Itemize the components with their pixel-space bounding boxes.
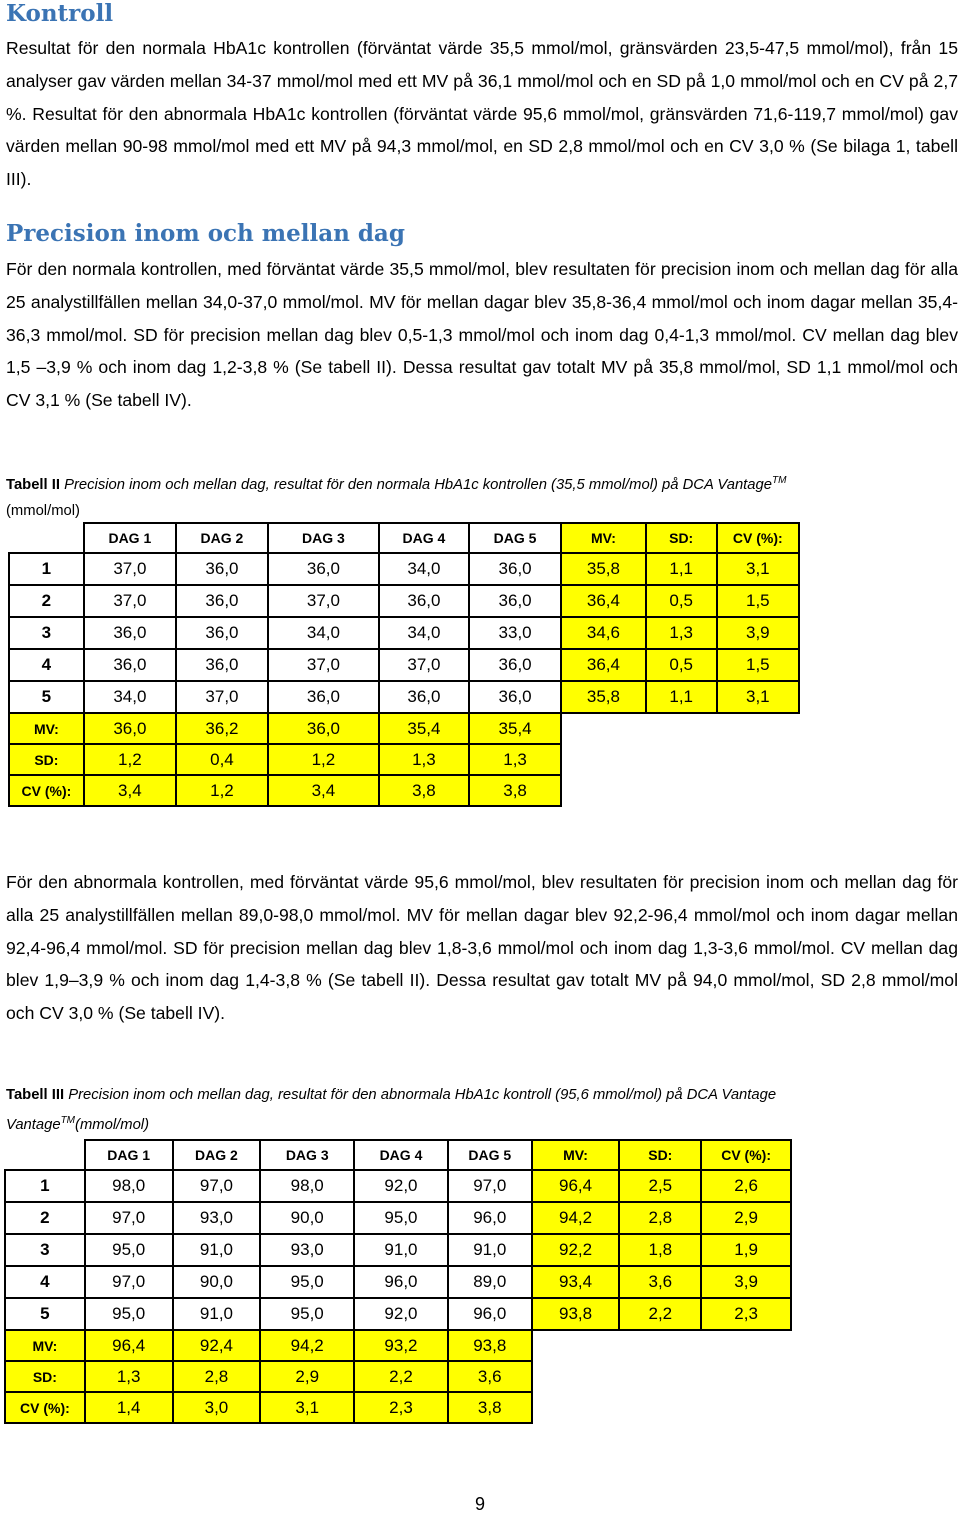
summary-label: MV: xyxy=(9,713,84,744)
day-value-cell: 91,0 xyxy=(173,1298,261,1330)
section-heading-kontroll: Kontroll xyxy=(6,0,114,27)
day-value-cell: 91,0 xyxy=(173,1234,261,1266)
table-row xyxy=(9,585,799,617)
stat-value-cell: 2,9 xyxy=(701,1202,791,1234)
day-value-cell: 34,0 xyxy=(84,681,176,713)
summary-value-cell: 92,4 xyxy=(173,1330,261,1361)
table-row xyxy=(9,649,799,681)
table-row xyxy=(5,1170,791,1202)
day-value-cell: 89,0 xyxy=(448,1266,532,1298)
blank-cell xyxy=(532,1330,791,1361)
column-header: DAG 4 xyxy=(379,523,469,553)
table2-caption-text: Precision inom och mellan dag, resultat för den normala HbA1c kontrollen (35,5 mmol/mol) på DCA Vantage xyxy=(64,476,772,493)
day-value-cell: 36,0 xyxy=(379,681,469,713)
summary-row xyxy=(9,775,799,806)
stat-value-cell: 1,8 xyxy=(619,1234,701,1266)
stat-value-cell: 2,5 xyxy=(619,1170,701,1202)
table2-caption-label: Tabell II xyxy=(6,476,60,493)
column-header: DAG 1 xyxy=(85,1140,173,1170)
summary-value-cell: 3,6 xyxy=(448,1361,532,1392)
day-value-cell: 98,0 xyxy=(85,1170,173,1202)
table3-caption xyxy=(6,1082,956,1138)
summary-value-cell: 3,8 xyxy=(469,775,561,806)
table-row xyxy=(9,553,799,585)
day-value-cell: 36,0 xyxy=(84,649,176,681)
stat-value-cell: 2,6 xyxy=(701,1170,791,1202)
day-value-cell: 95,0 xyxy=(260,1298,354,1330)
table3-caption-trademark: TM xyxy=(60,1115,76,1126)
section-heading-precision: Precision inom och mellan dag xyxy=(6,220,405,247)
table2-caption-trademark: TM xyxy=(771,475,787,486)
day-value-cell: 96,0 xyxy=(448,1298,532,1330)
day-value-cell: 36,0 xyxy=(176,553,268,585)
stat-value-cell: 93,4 xyxy=(532,1266,620,1298)
table-row xyxy=(5,1202,791,1234)
table-row xyxy=(5,1298,791,1330)
summary-row xyxy=(9,713,799,744)
summary-value-cell: 36,0 xyxy=(268,713,379,744)
column-header: CV (%): xyxy=(717,523,799,553)
stat-value-cell: 35,8 xyxy=(561,681,646,713)
row-label: 5 xyxy=(9,681,84,713)
day-value-cell: 34,0 xyxy=(268,617,379,649)
summary-value-cell: 94,2 xyxy=(260,1330,354,1361)
day-value-cell: 37,0 xyxy=(379,649,469,681)
column-header: DAG 3 xyxy=(260,1140,354,1170)
summary-value-cell: 2,9 xyxy=(260,1361,354,1392)
summary-row xyxy=(5,1361,791,1392)
stat-value-cell: 92,2 xyxy=(532,1234,620,1266)
day-value-cell: 95,0 xyxy=(260,1266,354,1298)
stat-value-cell: 3,9 xyxy=(701,1266,791,1298)
day-value-cell: 36,0 xyxy=(469,681,561,713)
day-value-cell: 33,0 xyxy=(469,617,561,649)
column-header: SD: xyxy=(619,1140,701,1170)
day-value-cell: 95,0 xyxy=(85,1298,173,1330)
day-value-cell: 36,0 xyxy=(469,585,561,617)
table-row xyxy=(9,681,799,713)
stat-value-cell: 0,5 xyxy=(646,585,717,617)
column-header: MV: xyxy=(532,1140,620,1170)
day-value-cell: 34,0 xyxy=(379,553,469,585)
day-value-cell: 37,0 xyxy=(176,681,268,713)
day-value-cell: 93,0 xyxy=(260,1234,354,1266)
stat-value-cell: 2,3 xyxy=(701,1298,791,1330)
summary-row xyxy=(5,1392,791,1423)
day-value-cell: 95,0 xyxy=(85,1234,173,1266)
table-header-row xyxy=(5,1140,791,1170)
column-header: DAG 3 xyxy=(268,523,379,553)
day-value-cell: 95,0 xyxy=(354,1202,448,1234)
header-empty-cell xyxy=(9,523,84,553)
table-row xyxy=(5,1266,791,1298)
day-value-cell: 36,0 xyxy=(379,585,469,617)
table3-caption-label: Tabell III xyxy=(6,1087,65,1103)
row-label: 3 xyxy=(9,617,84,649)
summary-label: SD: xyxy=(5,1361,85,1392)
column-header: SD: xyxy=(646,523,717,553)
column-header: DAG 5 xyxy=(448,1140,532,1170)
stat-value-cell: 3,6 xyxy=(619,1266,701,1298)
table2 xyxy=(8,522,800,807)
summary-value-cell: 36,2 xyxy=(176,713,268,744)
table-row xyxy=(5,1234,791,1266)
day-value-cell: 36,0 xyxy=(268,553,379,585)
summary-row xyxy=(5,1330,791,1361)
stat-value-cell: 0,5 xyxy=(646,649,717,681)
summary-value-cell: 35,4 xyxy=(379,713,469,744)
column-header: CV (%): xyxy=(701,1140,791,1170)
stat-value-cell: 2,8 xyxy=(619,1202,701,1234)
day-value-cell: 97,0 xyxy=(85,1202,173,1234)
day-value-cell: 98,0 xyxy=(260,1170,354,1202)
day-value-cell: 97,0 xyxy=(448,1170,532,1202)
summary-value-cell: 35,4 xyxy=(469,713,561,744)
summary-value-cell: 3,4 xyxy=(84,775,176,806)
blank-cell xyxy=(532,1361,791,1392)
day-value-cell: 36,0 xyxy=(84,617,176,649)
stat-value-cell: 1,9 xyxy=(701,1234,791,1266)
summary-label: CV (%): xyxy=(5,1392,85,1423)
summary-value-cell: 1,3 xyxy=(85,1361,173,1392)
day-value-cell: 36,0 xyxy=(469,649,561,681)
column-header: DAG 4 xyxy=(354,1140,448,1170)
summary-value-cell: 1,3 xyxy=(469,744,561,775)
summary-value-cell: 2,3 xyxy=(354,1392,448,1423)
stat-value-cell: 94,2 xyxy=(532,1202,620,1234)
kontroll-paragraph: Resultat för den normala HbA1c kontrollen (förväntat värde 35,5 mmol/mol, gränsvärden 23,5-47,5 mmol/mol), från 15 analyser gav värden mellan 34-37 mmol/mol med ett MV på 36,1 mmol/mol och en SD på 1,0 mmol/mol och en CV på 2,7 %. Resultat för den abnormala HbA1c kontrollen (förväntat värde 95,6 mmol/mol, gränsvärden 71,6-119,7 mmol/mol) gav värden mellan 90-98 mmol/mol med ett MV på 94,3 mmol/mol, en SD 2,8 mmol/mol och en CV 3,0 % (Se bilaga 1, tabell III). xyxy=(6,38,958,190)
table-header-row xyxy=(9,523,799,553)
stat-value-cell: 3,9 xyxy=(717,617,799,649)
stat-value-cell: 36,4 xyxy=(561,585,646,617)
day-value-cell: 96,0 xyxy=(448,1202,532,1234)
precision-abnormal-paragraph: För den abnormala kontrollen, med förväntat värde 95,6 mmol/mol, blev resultaten för precision inom och mellan dag för alla 25 analystillfällen mellan 89,0-98,0 mmol/mol. MV för mellan dagar blev 92,2-96,4 mmol/mol och inom dagar mellan 92,4-96,4 mmol/mol. SD för precision mellan dag blev 1,8-3,6 mmol/mol och inom dag 1,3-3,6 mmol/mol. CV mellan dag blev 1,9–3,9 % och inom dag 1,4-3,8 % (Se tabell II). Dessa resultat gav totalt MV på 94,0 mmol/mol, SD 2,8 mmol/mol och CV 3,0 % (Se tabell IV). xyxy=(6,872,958,1024)
table2-caption-unit: (mmol/mol) xyxy=(6,502,80,519)
page-number: 9 xyxy=(474,1494,485,1514)
summary-value-cell: 93,8 xyxy=(448,1330,532,1361)
day-value-cell: 34,0 xyxy=(379,617,469,649)
stat-value-cell: 34,6 xyxy=(561,617,646,649)
summary-value-cell: 3,1 xyxy=(260,1392,354,1423)
table3-caption-unit: (mmol/mol) xyxy=(75,1116,150,1133)
day-value-cell: 36,0 xyxy=(176,585,268,617)
day-value-cell: 92,0 xyxy=(354,1298,448,1330)
table2-caption xyxy=(6,468,956,524)
day-value-cell: 97,0 xyxy=(85,1266,173,1298)
header-empty-cell xyxy=(5,1140,85,1170)
summary-value-cell: 3,8 xyxy=(379,775,469,806)
summary-value-cell: 1,2 xyxy=(268,744,379,775)
blank-cell xyxy=(561,713,799,744)
stat-value-cell: 3,1 xyxy=(717,553,799,585)
day-value-cell: 37,0 xyxy=(268,649,379,681)
stat-value-cell: 1,5 xyxy=(717,649,799,681)
row-label: 1 xyxy=(9,553,84,585)
column-header: DAG 5 xyxy=(469,523,561,553)
stat-value-cell: 3,1 xyxy=(717,681,799,713)
blank-cell xyxy=(561,775,799,806)
summary-value-cell: 1,3 xyxy=(379,744,469,775)
day-value-cell: 36,0 xyxy=(176,617,268,649)
precision-normal-paragraph: För den normala kontrollen, med förväntat värde 35,5 mmol/mol, blev resultaten för precision inom och mellan dag för alla 25 analystillfällen mellan 34,0-37,0 mmol/mol. MV för mellan dagar blev 35,8-36,4 mmol/mol och inom dagar mellan 35,4-36,3 mmol/mol. SD för precision mellan dag blev 0,5-1,3 mmol/mol och inom dag 0,4-1,3 mmol/mol. CV mellan dag blev 1,5 –3,9 % och inom dag 1,2-3,8 % (Se tabell II). Dessa resultat gav totalt MV på 35,8 mmol/mol, SD 1,1 mmol/mol och CV 3,1 % (Se tabell IV). xyxy=(6,259,958,411)
summary-value-cell: 0,4 xyxy=(176,744,268,775)
summary-value-cell: 2,8 xyxy=(173,1361,261,1392)
day-value-cell: 37,0 xyxy=(84,553,176,585)
row-label: 4 xyxy=(9,649,84,681)
day-value-cell: 91,0 xyxy=(448,1234,532,1266)
blank-cell xyxy=(561,744,799,775)
table3-caption-vantage: Vantage xyxy=(6,1116,61,1133)
day-value-cell: 36,0 xyxy=(176,649,268,681)
summary-value-cell: 36,0 xyxy=(84,713,176,744)
table3 xyxy=(4,1139,792,1424)
summary-value-cell: 1,2 xyxy=(84,744,176,775)
day-value-cell: 90,0 xyxy=(173,1266,261,1298)
row-label: 2 xyxy=(5,1202,85,1234)
row-label: 5 xyxy=(5,1298,85,1330)
day-value-cell: 96,0 xyxy=(354,1266,448,1298)
day-value-cell: 37,0 xyxy=(268,585,379,617)
table-row xyxy=(9,617,799,649)
day-value-cell: 36,0 xyxy=(268,681,379,713)
summary-value-cell: 1,2 xyxy=(176,775,268,806)
summary-value-cell: 3,4 xyxy=(268,775,379,806)
row-label: 4 xyxy=(5,1266,85,1298)
stat-value-cell: 1,1 xyxy=(646,681,717,713)
summary-value-cell: 2,2 xyxy=(354,1361,448,1392)
table3-caption-text: Precision inom och mellan dag, resultat för den abnormala HbA1c kontroll (95,6 mmol/mol) på DCA Vantage xyxy=(68,1087,777,1103)
stat-value-cell: 93,8 xyxy=(532,1298,620,1330)
stat-value-cell: 36,4 xyxy=(561,649,646,681)
stat-value-cell: 35,8 xyxy=(561,553,646,585)
day-value-cell: 93,0 xyxy=(173,1202,261,1234)
day-value-cell: 37,0 xyxy=(84,585,176,617)
day-value-cell: 36,0 xyxy=(469,553,561,585)
summary-label: SD: xyxy=(9,744,84,775)
stat-value-cell: 1,1 xyxy=(646,553,717,585)
column-header: DAG 1 xyxy=(84,523,176,553)
stat-value-cell: 1,5 xyxy=(717,585,799,617)
summary-row xyxy=(9,744,799,775)
summary-label: CV (%): xyxy=(9,775,84,806)
summary-value-cell: 1,4 xyxy=(85,1392,173,1423)
day-value-cell: 97,0 xyxy=(173,1170,261,1202)
stat-value-cell: 1,3 xyxy=(646,617,717,649)
summary-value-cell: 3,0 xyxy=(173,1392,261,1423)
summary-value-cell: 96,4 xyxy=(85,1330,173,1361)
column-header: MV: xyxy=(561,523,646,553)
column-header: DAG 2 xyxy=(173,1140,261,1170)
day-value-cell: 91,0 xyxy=(354,1234,448,1266)
summary-value-cell: 3,8 xyxy=(448,1392,532,1423)
row-label: 3 xyxy=(5,1234,85,1266)
summary-label: MV: xyxy=(5,1330,85,1361)
day-value-cell: 90,0 xyxy=(260,1202,354,1234)
column-header: DAG 2 xyxy=(176,523,268,553)
day-value-cell: 92,0 xyxy=(354,1170,448,1202)
summary-value-cell: 93,2 xyxy=(354,1330,448,1361)
stat-value-cell: 2,2 xyxy=(619,1298,701,1330)
row-label: 1 xyxy=(5,1170,85,1202)
stat-value-cell: 96,4 xyxy=(532,1170,620,1202)
blank-cell xyxy=(532,1392,791,1423)
row-label: 2 xyxy=(9,585,84,617)
